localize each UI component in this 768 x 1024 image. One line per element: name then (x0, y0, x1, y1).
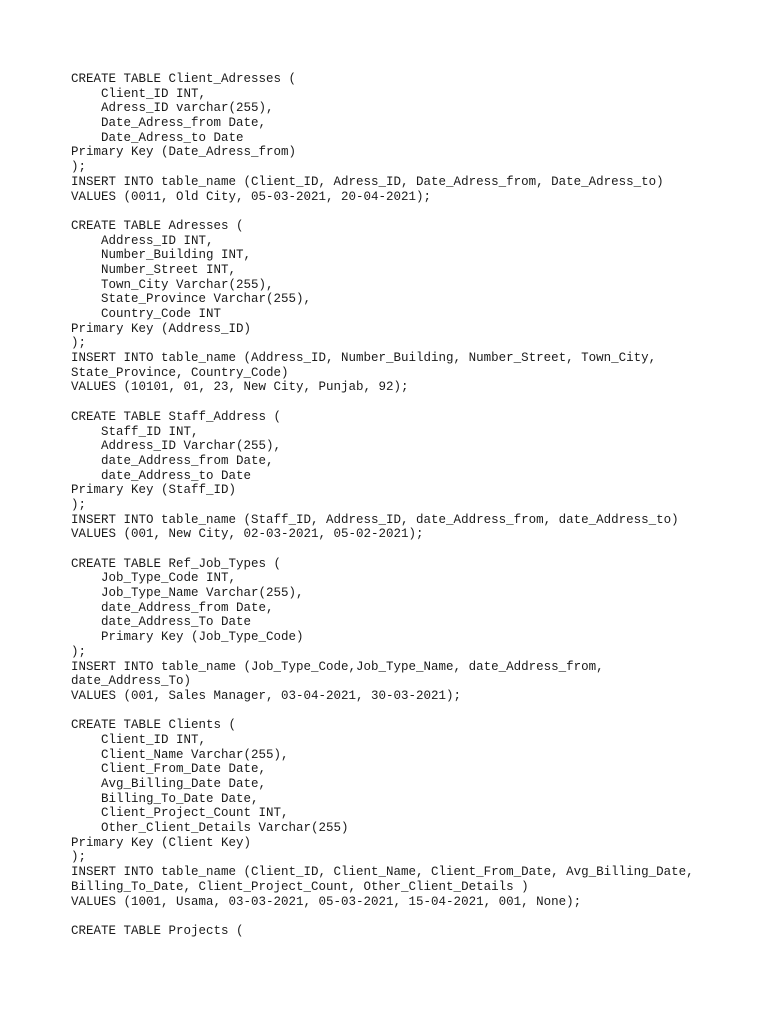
code-line: Date_Adress_to Date (71, 130, 244, 145)
code-line: Client_Name Varchar(255), (71, 747, 289, 762)
code-line: Primary Key (Address_ID) (71, 321, 252, 336)
code-line: Client_Project_Count INT, (71, 806, 289, 821)
sql-document (71, 72, 751, 939)
code-line: Date_Adress_from Date, (71, 116, 267, 131)
code-line: Primary Key (Client Key) (71, 835, 252, 850)
blank-line (71, 704, 751, 719)
code-line: INSERT INTO table_name (Client_ID, Client_Name, Client_From_Date, Avg_Billing_Date, (71, 865, 694, 880)
code-line: Avg_Billing_Date Date, (71, 777, 267, 791)
code-line: Other_Client_Details Varchar(255) (71, 821, 349, 836)
code-line: Primary Key (Job_Type_Code) (71, 630, 304, 645)
code-line: INSERT INTO table_name (Staff_ID, Address_ID, date_Address_from, date_Address_to) (71, 512, 679, 527)
code-line: Staff_ID INT, (71, 424, 199, 439)
code-line: date_Address_To) (71, 674, 192, 689)
code-line: INSERT INTO table_name (Client_ID, Adress_ID, Date_Adress_from, Date_Adress_to) (71, 174, 664, 189)
code-line: CREATE TABLE Adresses ( (71, 218, 244, 233)
code-line: VALUES (0011, Old City, 05-03-2021, 20-04-2021); (71, 189, 432, 204)
code-line: Primary Key (Date_Adress_from) (71, 145, 297, 160)
code-line: Job_Type_Name Varchar(255), (71, 586, 304, 601)
code-line: VALUES (1001, Usama, 03-03-2021, 05-03-2021, 15-04-2021, 001, None); (71, 894, 582, 909)
code-line: Address_ID INT, (71, 233, 214, 248)
code-line: INSERT INTO table_name (Job_Type_Code,Job_Type_Name, date_Address_from, (71, 659, 604, 674)
code-line: Client_ID INT, (71, 732, 207, 747)
blank-line (71, 395, 751, 410)
code-line: date_Address_To Date (71, 615, 252, 630)
code-line: CREATE TABLE Client_Adresses ( (71, 72, 297, 86)
code-line: VALUES (001, Sales Manager, 03-04-2021, 30-03-2021); (71, 688, 462, 703)
code-line: date_Address_from Date, (71, 453, 274, 468)
code-line: ); (71, 160, 87, 175)
blank-line (71, 542, 751, 557)
code-line: Town_City Varchar(255), (71, 277, 274, 292)
code-line: ); (71, 644, 87, 659)
code-line: VALUES (10101, 01, 23, New City, Punjab, 92); (71, 380, 409, 395)
code-line: CREATE TABLE Staff_Address ( (71, 409, 282, 424)
code-line: Billing_To_Date, Client_Project_Count, Other_Client_Details ) (71, 879, 529, 894)
code-line: ); (71, 336, 87, 351)
code-line: State_Province Varchar(255), (71, 292, 312, 307)
code-line: Client_From_Date Date, (71, 762, 267, 777)
code-line: date_Address_from Date, (71, 600, 274, 615)
code-line: ); (71, 497, 87, 512)
code-line: State_Province, Country_Code) (71, 365, 289, 380)
code-line: CREATE TABLE Projects ( (71, 923, 244, 938)
code-line: Country_Code INT (71, 307, 222, 321)
code-line: CREATE TABLE Clients ( (71, 718, 237, 733)
code-line: VALUES (001, New City, 02-03-2021, 05-02-2021); (71, 527, 424, 542)
code-line: Client_ID INT, (71, 86, 207, 101)
code-line: ); (71, 850, 87, 865)
code-line: CREATE TABLE Ref_Job_Types ( (71, 556, 282, 571)
code-line: Billing_To_Date Date, (71, 791, 259, 806)
code-line: date_Address_to Date (71, 468, 252, 483)
code-line: Adress_ID varchar(255), (71, 101, 274, 116)
code-line: INSERT INTO table_name (Address_ID, Number_Building, Number_Street, Town_City, (71, 351, 657, 366)
code-line: Primary Key (Staff_ID) (71, 483, 237, 498)
code-line: Number_Street INT, (71, 262, 237, 277)
blank-line (71, 204, 751, 219)
code-line: Job_Type_Code INT, (71, 571, 237, 586)
blank-line (71, 909, 751, 924)
code-line: Address_ID Varchar(255), (71, 439, 282, 454)
code-line: Number_Building INT, (71, 248, 252, 263)
